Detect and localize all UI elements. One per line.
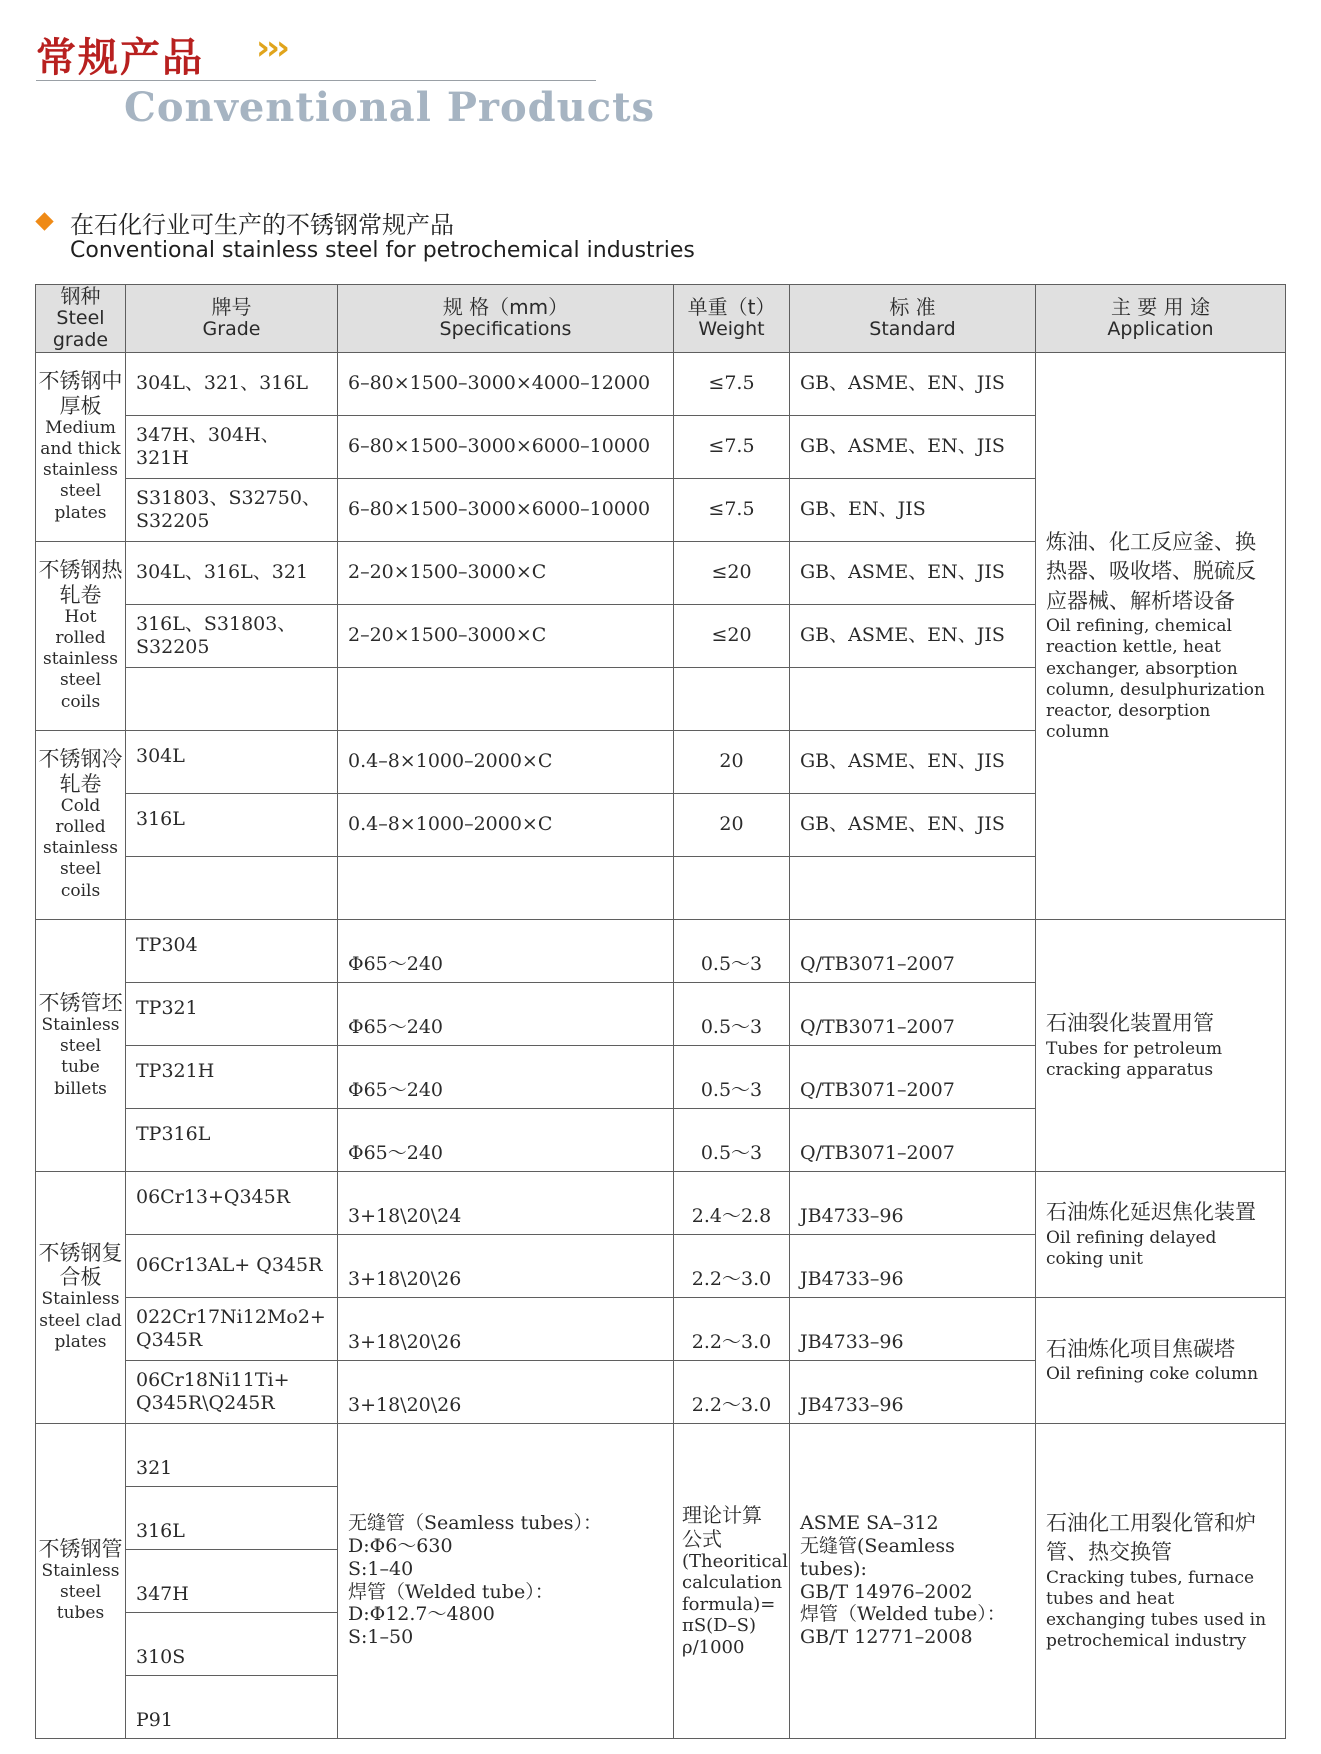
product-table (35, 284, 1286, 1739)
title-divider (36, 80, 596, 81)
diamond-bullet-icon (35, 212, 53, 230)
weight-cell: 2.2～3.0 (674, 1360, 790, 1423)
weight-cell: 0.5～3 (674, 1108, 790, 1171)
grade-cell: 316L、S31803、S32205 (126, 604, 338, 667)
grade-cell: 06Cr13AL+ Q345R (126, 1234, 338, 1297)
standard-cell: GB、ASME、EN、JIS (790, 352, 1036, 415)
table-row (36, 919, 1286, 982)
weight-cell: 20 (674, 730, 790, 793)
weight-cell: ≤7.5 (674, 352, 790, 415)
section-title-en: Conventional stainless steel for petrochemical industries (70, 238, 695, 263)
grade-cell: 304L (126, 730, 338, 793)
application-delayed-coking: 石油炼化延迟焦化装置 Oil refining delayed coking unit (1036, 1171, 1286, 1297)
tube-standard-cell: ASME SA–312 无缝管(Seamless tubes): GB/T 14976–2002 焊管（Welded tube）： GB/T 12771–2008 (790, 1423, 1036, 1738)
grade-cell: 022Cr17Ni12Mo2+ Q345R (126, 1297, 338, 1360)
tube-weight-cell: 理论计算公式 (Theoritical calculation formula)= πS(D–S) ρ/1000 (674, 1423, 790, 1738)
application-refining: 炼油、化工反应釜、换热器、吸收塔、脱硫反应器械、解析塔设备 Oil refining, chemical reaction kettle, heat exchanger, absorption column, desulphurization reactor, desorption column (1036, 352, 1286, 919)
header-spec: 规 格（mm） Specifications (338, 285, 674, 353)
header-application: 主 要 用 途 Application (1036, 285, 1286, 353)
weight-cell: 0.5～3 (674, 1045, 790, 1108)
spec-cell: Φ65～240 (338, 982, 674, 1045)
tube-spec-cell: 无缝管（Seamless tubes）： D:Φ6～630 S:1–40 焊管（Welded tube）： D:Φ12.7～4800 S:1–50 (338, 1423, 674, 1738)
table-row (36, 1171, 1286, 1234)
standard-cell: GB、ASME、EN、JIS (790, 415, 1036, 478)
standard-cell: Q/TB3071–2007 (790, 1108, 1036, 1171)
standard-cell: Q/TB3071–2007 (790, 1045, 1036, 1108)
spec-cell: 3+18\20\26 (338, 1234, 674, 1297)
application-cracking-tubes: 石油化工用裂化管和炉管、热交换管 Cracking tubes, furnace tubes and heat exchanging tubes used in petrochemical industry (1036, 1423, 1286, 1738)
table-header-row (36, 285, 1286, 353)
spec-cell: Φ65～240 (338, 1045, 674, 1108)
weight-cell: 20 (674, 793, 790, 856)
section-title-cn: 在石化行业可生产的不锈钢常规产品 (70, 211, 454, 239)
group-cold-rolled: 不锈钢冷轧卷 Cold rolled stainless steel coils (36, 730, 126, 919)
spec-cell: 3+18\20\26 (338, 1297, 674, 1360)
grade-cell: 304L、316L、321 (126, 541, 338, 604)
spec-cell: 2–20×1500–3000×C (338, 604, 674, 667)
grade-cell: TP304 (126, 919, 338, 982)
standard-cell: Q/TB3071–2007 (790, 919, 1036, 982)
grade-cell: TP321H (126, 1045, 338, 1108)
spec-cell: 3+18\20\24 (338, 1171, 674, 1234)
standard-cell: JB4733–96 (790, 1171, 1036, 1234)
header-steel-grade: 钢种 Steel grade (36, 285, 126, 353)
weight-cell: 2.4～2.8 (674, 1171, 790, 1234)
grade-cell: 321 (126, 1423, 338, 1486)
grade-cell: 347H (126, 1549, 338, 1612)
spec-cell: 3+18\20\26 (338, 1360, 674, 1423)
spec-cell: 2–20×1500–3000×C (338, 541, 674, 604)
standard-cell: GB、ASME、EN、JIS (790, 793, 1036, 856)
standard-cell: JB4733–96 (790, 1297, 1036, 1360)
table-row (36, 1297, 1286, 1360)
group-hot-rolled: 不锈钢热轧卷 Hot rolled stainless steel coils (36, 541, 126, 730)
weight-cell: ≤7.5 (674, 415, 790, 478)
standard-cell: JB4733–96 (790, 1360, 1036, 1423)
spec-cell: Φ65～240 (338, 1108, 674, 1171)
header-grade: 牌号 Grade (126, 285, 338, 353)
standard-cell: JB4733–96 (790, 1234, 1036, 1297)
grade-cell: 06Cr18Ni11Ti+ Q345R\Q245R (126, 1360, 338, 1423)
grade-cell: P91 (126, 1675, 338, 1738)
grade-cell: 310S (126, 1612, 338, 1675)
spec-cell: 0.4–8×1000–2000×C (338, 793, 674, 856)
grade-cell: 06Cr13+Q345R (126, 1171, 338, 1234)
grade-cell: 316L (126, 793, 338, 856)
grade-cell: TP316L (126, 1108, 338, 1171)
standard-cell: Q/TB3071–2007 (790, 982, 1036, 1045)
group-clad-plates: 不锈钢复合板 Stainless steel clad plates (36, 1171, 126, 1423)
standard-cell: GB、ASME、EN、JIS (790, 730, 1036, 793)
weight-cell: 0.5～3 (674, 982, 790, 1045)
page-title: 常规产品 (36, 34, 204, 81)
application-coke-column: 石油炼化项目焦碳塔 Oil refining coke column (1036, 1297, 1286, 1423)
application-cracking: 石油裂化装置用管 Tubes for petroleum cracking apparatus (1036, 919, 1286, 1171)
page-subtitle: Conventional Products (124, 84, 656, 131)
spec-cell: 6–80×1500–3000×6000–10000 (338, 478, 674, 541)
header-weight: 单重（t） Weight (674, 285, 790, 353)
table-row (36, 352, 1286, 415)
grade-cell: 316L (126, 1486, 338, 1549)
standard-cell: GB、EN、JIS (790, 478, 1036, 541)
group-steel-tubes: 不锈钢管 Stainless steel tubes (36, 1423, 126, 1738)
weight-cell: 2.2～3.0 (674, 1297, 790, 1360)
header-standard: 标 准 Standard (790, 285, 1036, 353)
weight-cell: ≤20 (674, 541, 790, 604)
weight-cell: 2.2～3.0 (674, 1234, 790, 1297)
group-tube-billets: 不锈管坯 Stainless steel tube billets (36, 919, 126, 1171)
standard-cell: GB、ASME、EN、JIS (790, 604, 1036, 667)
chevrons-right-icon: ››› (256, 28, 287, 68)
spec-cell: 6–80×1500–3000×6000–10000 (338, 415, 674, 478)
grade-cell: S31803、S32750、S32205 (126, 478, 338, 541)
grade-cell: 347H、304H、321H (126, 415, 338, 478)
table-row (36, 1423, 1286, 1486)
group-plates: 不锈钢中厚板 Medium and thick stainless steel plates (36, 352, 126, 541)
grade-cell: TP321 (126, 982, 338, 1045)
spec-cell: Φ65～240 (338, 919, 674, 982)
spec-cell: 0.4–8×1000–2000×C (338, 730, 674, 793)
weight-cell: 0.5～3 (674, 919, 790, 982)
weight-cell: ≤7.5 (674, 478, 790, 541)
grade-cell: 304L、321、316L (126, 352, 338, 415)
weight-cell: ≤20 (674, 604, 790, 667)
standard-cell: GB、ASME、EN、JIS (790, 541, 1036, 604)
spec-cell: 6–80×1500–3000×4000–12000 (338, 352, 674, 415)
